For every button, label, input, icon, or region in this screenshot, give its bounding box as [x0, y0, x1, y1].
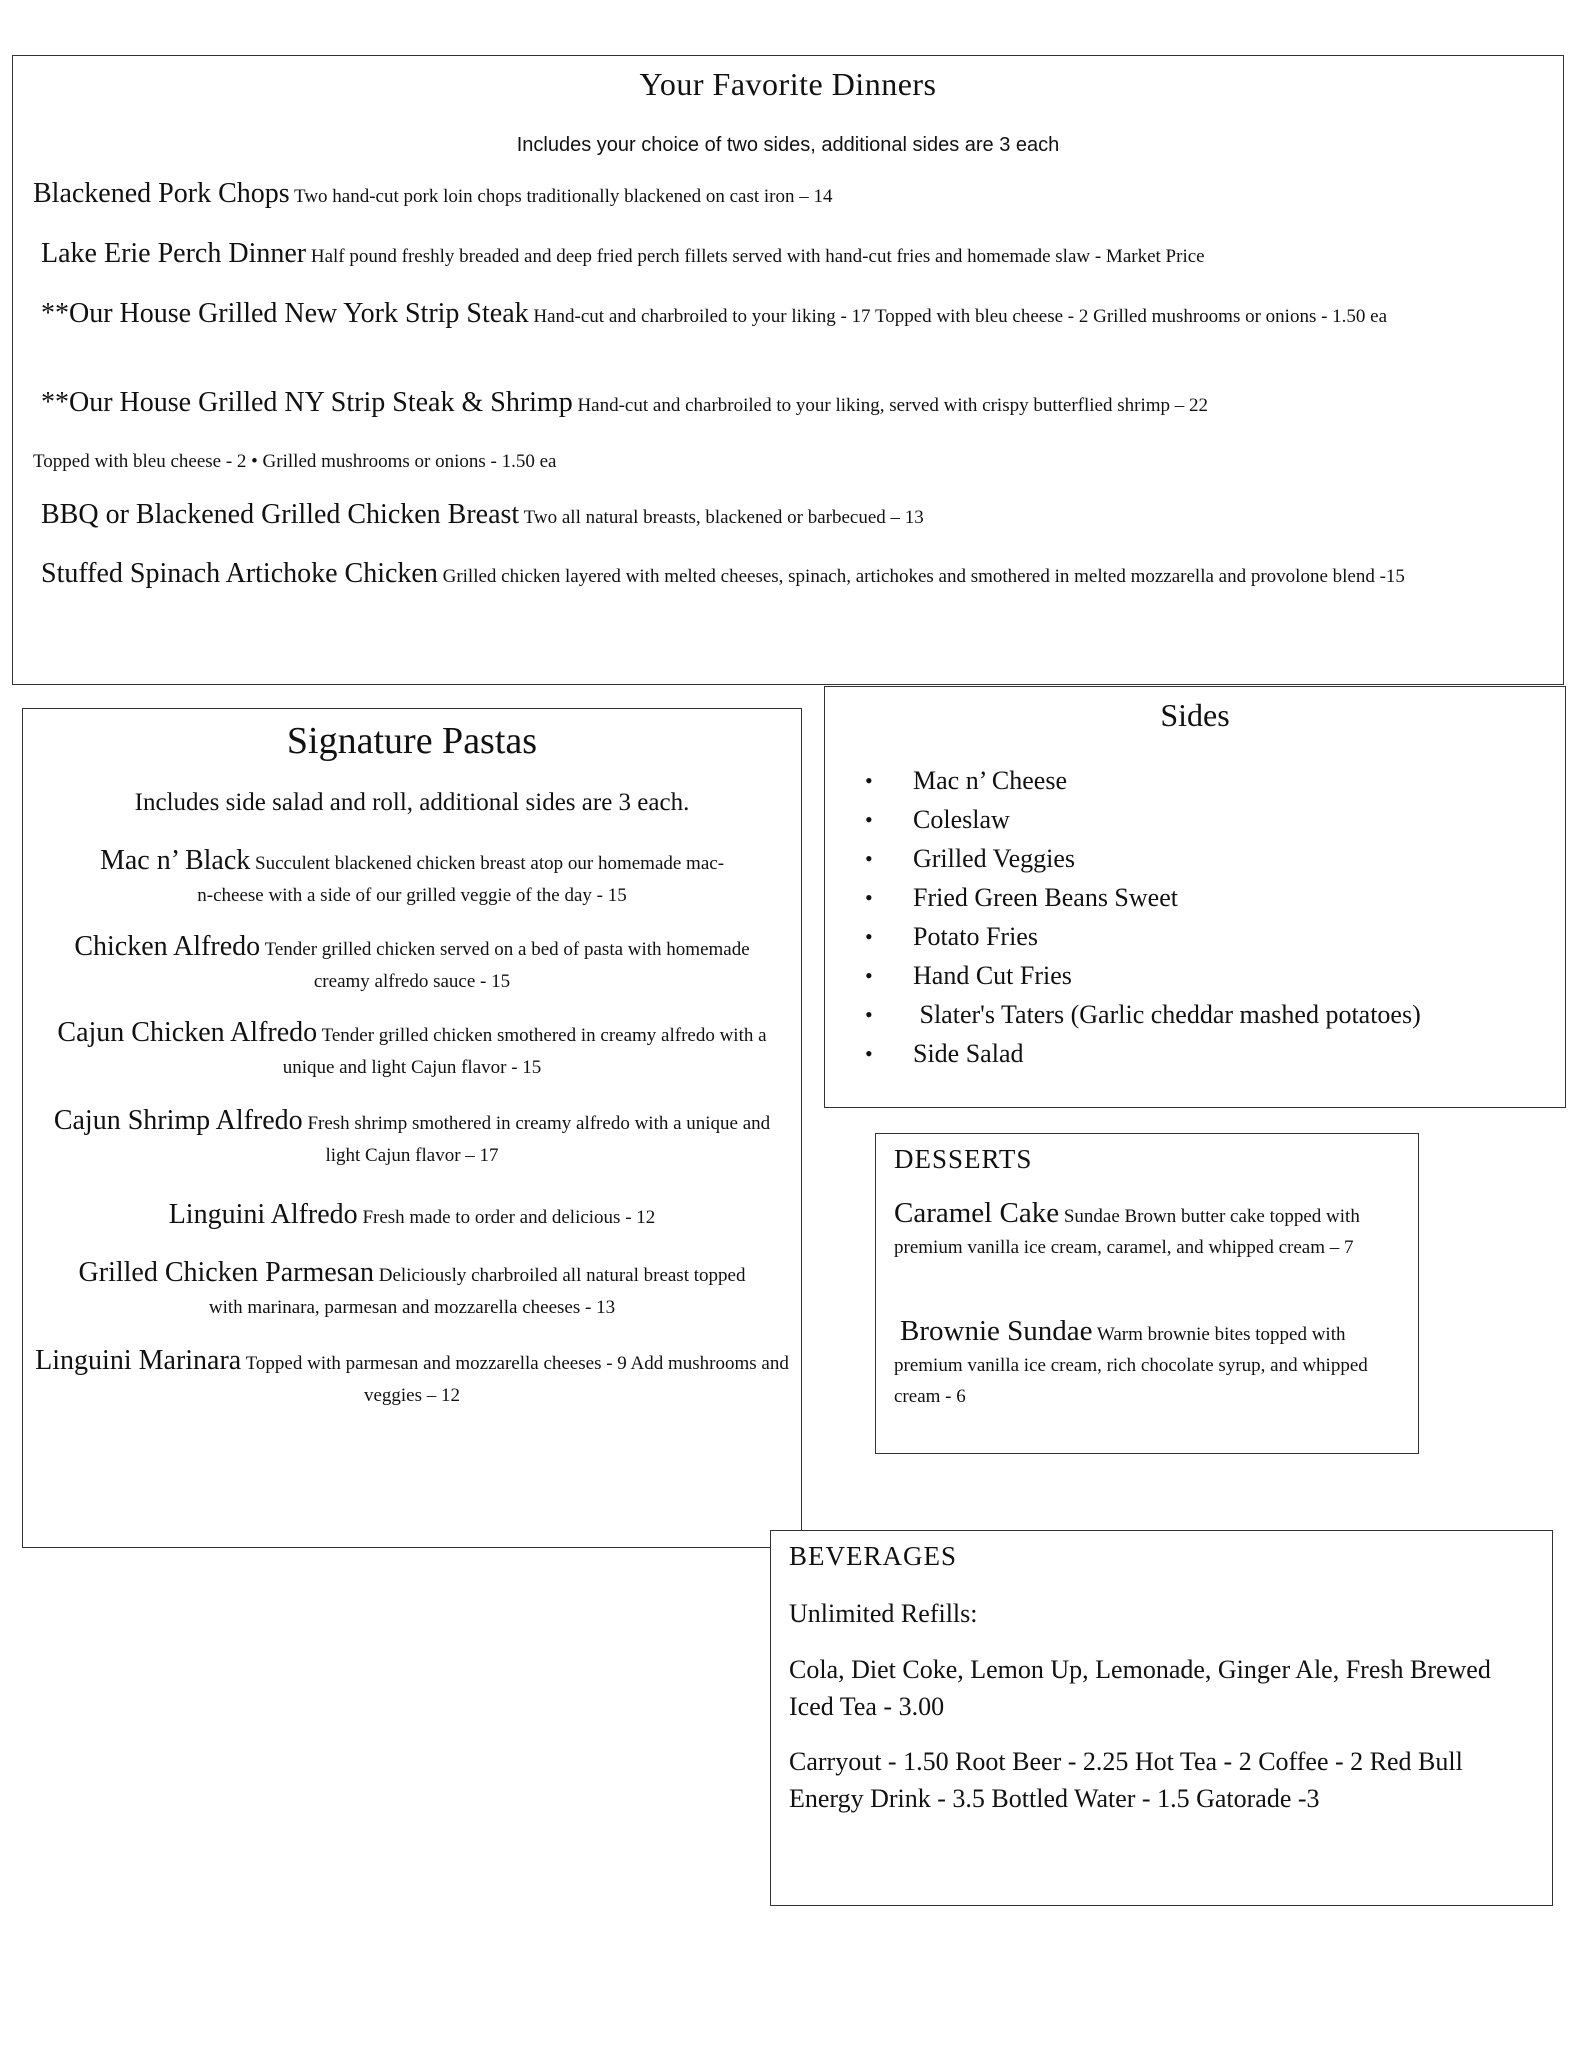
- side-label: Side Salad: [913, 1039, 1024, 1068]
- side-label: Potato Fries: [913, 922, 1038, 951]
- sides-title: Sides: [1160, 697, 1230, 733]
- pasta-item-name: Linguini Marinara: [35, 1345, 242, 1376]
- dinner-item-name: Blackened Pork Chops: [33, 178, 290, 209]
- beverages-section: [770, 1530, 1553, 1906]
- list-item: [865, 761, 1555, 800]
- pasta-item-desc: Fresh made to order and delicious - 12: [357, 1207, 656, 1228]
- pastas-subtitle: Includes side salad and roll, additional sides are 3 each.: [134, 789, 690, 816]
- desserts-section: [875, 1133, 1419, 1454]
- dessert-item-name: Brownie Sundae: [900, 1315, 1093, 1347]
- bullet-icon: •: [865, 768, 873, 793]
- pasta-item-desc: Topped with parmesan and mozzarella cheeses - 9 Add mushrooms and veggies – 12: [241, 1353, 789, 1406]
- pasta-item-name: Mac n’ Black: [99, 845, 251, 876]
- dinner-item: [41, 387, 1545, 422]
- dinner-item-name: Lake Erie Perch Dinner: [41, 238, 307, 269]
- list-item: [865, 878, 1555, 917]
- list-item: [865, 1034, 1555, 1073]
- pasta-item-desc: Deliciously charbroiled all natural breast topped with marinara, parmesan and mozzarella cheeses - 13: [208, 1265, 746, 1318]
- dinner-item: [41, 238, 1545, 273]
- list-item: [865, 839, 1555, 878]
- side-label: Hand Cut Fries: [913, 961, 1072, 990]
- pasta-item-name: Linguini Alfredo: [168, 1199, 358, 1230]
- sides-list: [865, 761, 1555, 1073]
- bullet-icon: •: [865, 846, 873, 871]
- dinner-item-desc: Grilled chicken layered with melted cheeses, spinach, artichokes and smothered in melted mozzarella and provolone blend -15: [437, 566, 1405, 587]
- side-label: Mac n’ Cheese: [913, 766, 1068, 795]
- sides-section: [824, 686, 1566, 1108]
- dinner-item-name: **Our House Grilled New York Strip Steak: [41, 298, 529, 329]
- other-beverages: Carryout - 1.50 Root Beer - 2.25 Hot Tea - 2 Coffee - 2 Red Bull Energy Drink - 3.5 Bottled Water - 1.5 Gatorade -3: [789, 1747, 1463, 1813]
- bullet-icon: •: [865, 885, 873, 910]
- side-label: Coleslaw: [913, 805, 1010, 834]
- dinner-item-name: **Our House Grilled NY Strip Steak & Shrimp: [41, 387, 573, 418]
- dinners-section: [12, 55, 1564, 685]
- dinner-item-desc: Half pound freshly breaded and deep fried perch fillets served with hand-cut fries and homemade slaw - Market Price: [306, 246, 1205, 267]
- refills-label: Unlimited Refills:: [789, 1599, 978, 1628]
- list-item: [865, 995, 1555, 1034]
- dessert-item: [894, 1198, 1406, 1263]
- pasta-item: [63, 1257, 761, 1324]
- dinner-item: [33, 298, 1545, 333]
- pasta-item-desc: Succulent blackened chicken breast atop our homemade mac-n-cheese with a side of our grilled veggie of the day - 15: [197, 853, 725, 906]
- pasta-item: [48, 1105, 776, 1172]
- bullet-icon: •: [865, 807, 873, 832]
- bullet-icon: •: [865, 963, 873, 988]
- pasta-item-desc: Tender grilled chicken smothered in creamy alfredo with a unique and light Cajun flavor - 15: [282, 1025, 767, 1078]
- dinner-item-desc: Hand-cut and charbroiled to your liking - 17 Topped with bleu cheese - 2 Grilled mushrooms or onions - 1.50 ea: [528, 306, 1388, 327]
- pasta-item-name: Chicken Alfredo: [74, 931, 261, 962]
- bullet-icon: •: [865, 924, 873, 949]
- pastas-title: Signature Pastas: [286, 720, 538, 762]
- dinner-item: [33, 446, 1545, 478]
- refills-list: Cola, Diet Coke, Lemon Up, Lemonade, Ginger Ale, Fresh Brewed Iced Tea - 3.00: [789, 1655, 1491, 1721]
- pasta-item: [48, 1017, 776, 1084]
- pastas-section: [22, 708, 802, 1548]
- desserts-title: DESSERTS: [894, 1144, 1033, 1174]
- dinner-item: [41, 499, 1545, 534]
- side-label: Grilled Veggies: [913, 844, 1075, 873]
- dinner-item: [33, 558, 1545, 593]
- pasta-item-desc: Tender grilled chicken served on a bed of pasta with homemade creamy alfredo sauce - 15: [260, 939, 750, 992]
- dessert-item: [894, 1316, 1406, 1412]
- side-label: Fried Green Beans Sweet: [913, 883, 1178, 912]
- list-item: [865, 956, 1555, 995]
- dessert-item-name: Caramel Cake: [894, 1197, 1060, 1229]
- side-label: Slater's Taters (Garlic cheddar mashed potatoes): [913, 1000, 1421, 1029]
- pasta-item: [48, 931, 776, 998]
- pasta-item-name: Cajun Shrimp Alfredo: [53, 1105, 303, 1136]
- bullet-icon: •: [865, 1002, 873, 1027]
- pasta-item-name: Cajun Chicken Alfredo: [57, 1017, 318, 1048]
- dinner-item-name: BBQ or Blackened Grilled Chicken Breast: [41, 499, 520, 530]
- bullet-icon: •: [865, 1041, 873, 1066]
- pasta-item-name: Grilled Chicken Parmesan: [78, 1257, 375, 1288]
- dinner-item-desc: Hand-cut and charbroiled to your liking, served with crispy butterflied shrimp – 22: [572, 395, 1208, 416]
- dinner-item-desc: Two hand-cut pork loin chops traditionally blackened on cast iron – 14: [289, 186, 833, 207]
- dessert-item-desc: Sundae Brown butter cake topped with premium vanilla ice cream, caramel, and whipped cream – 7: [894, 1206, 1360, 1258]
- pasta-item-desc: Fresh shrimp smothered in creamy alfredo with a unique and light Cajun flavor – 17: [302, 1113, 771, 1166]
- beverages-title: BEVERAGES: [789, 1541, 958, 1571]
- dinners-title: Your Favorite Dinners: [639, 66, 937, 102]
- dessert-item-desc: Warm brownie bites topped with premium vanilla ice cream, rich chocolate syrup, and whipped cream - 6: [894, 1324, 1368, 1407]
- pasta-item: [93, 845, 731, 912]
- dinners-subtitle: Includes your choice of two sides, additional sides are 3 each: [516, 134, 1060, 156]
- list-item: [865, 800, 1555, 839]
- dinner-item-desc: Two all natural breasts, blackened or barbecued – 13: [519, 507, 924, 528]
- pasta-item: [33, 1199, 791, 1234]
- list-item: [865, 917, 1555, 956]
- dinner-item-name: Stuffed Spinach Artichoke Chicken: [41, 558, 438, 589]
- pasta-item: [33, 1345, 791, 1412]
- dinner-item-desc: Topped with bleu cheese - 2 • Grilled mushrooms or onions - 1.50 ea: [33, 451, 557, 472]
- dinner-item: [33, 178, 1545, 213]
